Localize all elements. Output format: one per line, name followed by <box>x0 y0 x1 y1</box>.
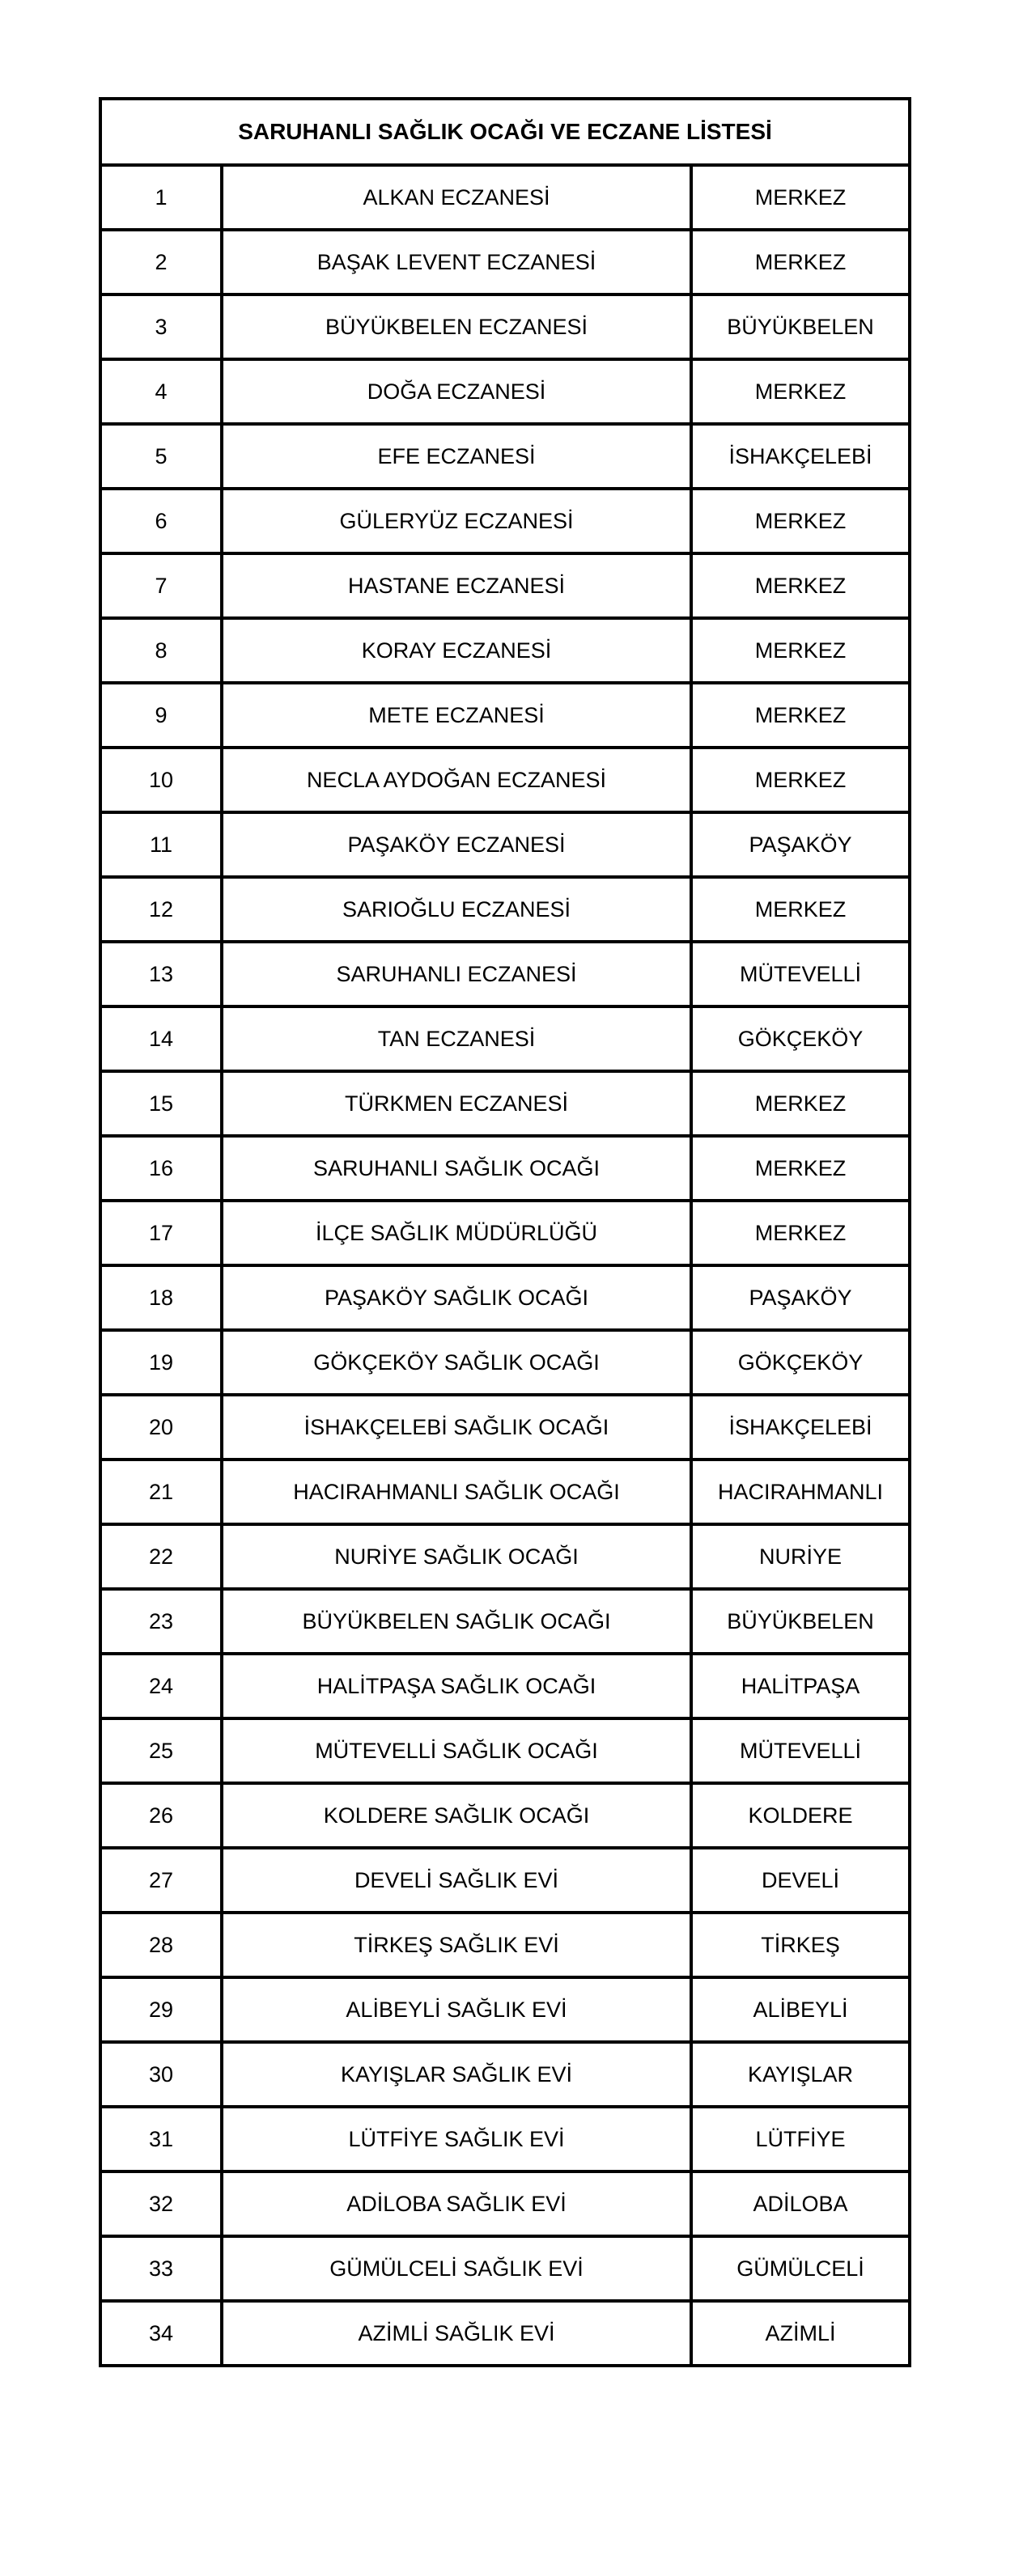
row-number: 21 <box>100 1460 222 1524</box>
table-row <box>100 748 910 812</box>
row-number: 16 <box>100 1136 222 1201</box>
table-row <box>100 1718 910 1783</box>
row-name: BÜYÜKBELEN SAĞLIK OCAĞI <box>222 1589 691 1654</box>
row-name: SARIOĞLU ECZANESİ <box>222 877 691 942</box>
row-name: ADİLOBA SAĞLIK EVİ <box>222 2171 691 2236</box>
table-row <box>100 683 910 748</box>
row-name: ALİBEYLİ SAĞLIK EVİ <box>222 1977 691 2042</box>
row-location: İSHAKÇELEBİ <box>691 424 910 489</box>
row-name: DEVELİ SAĞLIK EVİ <box>222 1848 691 1913</box>
table-row <box>100 2171 910 2236</box>
row-number: 30 <box>100 2042 222 2107</box>
row-number: 18 <box>100 1265 222 1330</box>
table-row <box>100 1071 910 1136</box>
row-location: GÜMÜLCELİ <box>691 2236 910 2301</box>
row-number: 29 <box>100 1977 222 2042</box>
row-location: MÜTEVELLİ <box>691 942 910 1006</box>
row-name: SARUHANLI SAĞLIK OCAĞI <box>222 1136 691 1201</box>
pharmacy-health-center-table <box>99 97 911 2367</box>
row-name: BAŞAK LEVENT ECZANESİ <box>222 230 691 294</box>
row-name: AZİMLİ SAĞLIK EVİ <box>222 2301 691 2366</box>
row-number: 31 <box>100 2107 222 2171</box>
row-number: 28 <box>100 1913 222 1977</box>
row-location: GÖKÇEKÖY <box>691 1330 910 1395</box>
row-name: HACIRAHMANLI SAĞLIK OCAĞI <box>222 1460 691 1524</box>
table-row <box>100 942 910 1006</box>
table-row <box>100 1848 910 1913</box>
row-name: PAŞAKÖY ECZANESİ <box>222 812 691 877</box>
row-location: DEVELİ <box>691 1848 910 1913</box>
row-location: ALİBEYLİ <box>691 1977 910 2042</box>
table-row <box>100 1783 910 1848</box>
row-name: ALKAN ECZANESİ <box>222 165 691 230</box>
table-row <box>100 1913 910 1977</box>
row-number: 6 <box>100 489 222 553</box>
row-number: 1 <box>100 165 222 230</box>
row-number: 17 <box>100 1201 222 1265</box>
table-body <box>100 99 910 2366</box>
table-row <box>100 1201 910 1265</box>
row-location: TİRKEŞ <box>691 1913 910 1977</box>
table-title-row <box>100 99 910 165</box>
row-number: 10 <box>100 748 222 812</box>
table-row <box>100 230 910 294</box>
row-name: GÖKÇEKÖY SAĞLIK OCAĞI <box>222 1330 691 1395</box>
table-row <box>100 359 910 424</box>
table-row <box>100 2042 910 2107</box>
row-name: NURİYE SAĞLIK OCAĞI <box>222 1524 691 1589</box>
row-number: 8 <box>100 618 222 683</box>
table-row <box>100 1395 910 1460</box>
row-name: TAN ECZANESİ <box>222 1006 691 1071</box>
table-row <box>100 1524 910 1589</box>
row-name: LÜTFİYE SAĞLIK EVİ <box>222 2107 691 2171</box>
row-location: MERKEZ <box>691 359 910 424</box>
table-row <box>100 1136 910 1201</box>
row-name: NECLA AYDOĞAN ECZANESİ <box>222 748 691 812</box>
row-number: 3 <box>100 294 222 359</box>
row-location: MERKEZ <box>691 683 910 748</box>
row-name: TİRKEŞ SAĞLIK EVİ <box>222 1913 691 1977</box>
row-location: PAŞAKÖY <box>691 812 910 877</box>
row-number: 12 <box>100 877 222 942</box>
row-number: 27 <box>100 1848 222 1913</box>
row-location: MERKEZ <box>691 1136 910 1201</box>
table-row <box>100 812 910 877</box>
row-location: AZİMLİ <box>691 2301 910 2366</box>
row-location: MERKEZ <box>691 165 910 230</box>
row-location: BÜYÜKBELEN <box>691 1589 910 1654</box>
table-row <box>100 165 910 230</box>
table-row <box>100 1589 910 1654</box>
table-row <box>100 553 910 618</box>
row-number: 4 <box>100 359 222 424</box>
row-location: MERKEZ <box>691 618 910 683</box>
row-number: 5 <box>100 424 222 489</box>
row-number: 9 <box>100 683 222 748</box>
row-location: MERKEZ <box>691 1071 910 1136</box>
row-number: 19 <box>100 1330 222 1395</box>
row-location: MERKEZ <box>691 489 910 553</box>
row-number: 15 <box>100 1071 222 1136</box>
table-row <box>100 1977 910 2042</box>
table-row <box>100 489 910 553</box>
row-number: 34 <box>100 2301 222 2366</box>
row-location: LÜTFİYE <box>691 2107 910 2171</box>
row-number: 32 <box>100 2171 222 2236</box>
row-location: İSHAKÇELEBİ <box>691 1395 910 1460</box>
row-location: HACIRAHMANLI <box>691 1460 910 1524</box>
table-row <box>100 424 910 489</box>
table-row <box>100 2107 910 2171</box>
table-row <box>100 1330 910 1395</box>
row-number: 13 <box>100 942 222 1006</box>
table-row <box>100 294 910 359</box>
row-location: MÜTEVELLİ <box>691 1718 910 1783</box>
row-location: MERKEZ <box>691 748 910 812</box>
row-name: HASTANE ECZANESİ <box>222 553 691 618</box>
row-name: MÜTEVELLİ SAĞLIK OCAĞI <box>222 1718 691 1783</box>
row-name: METE ECZANESİ <box>222 683 691 748</box>
row-location: ADİLOBA <box>691 2171 910 2236</box>
row-name: İLÇE SAĞLIK MÜDÜRLÜĞÜ <box>222 1201 691 1265</box>
row-location: MERKEZ <box>691 230 910 294</box>
table-row <box>100 618 910 683</box>
row-location: PAŞAKÖY <box>691 1265 910 1330</box>
table-row <box>100 1265 910 1330</box>
row-location: KOLDERE <box>691 1783 910 1848</box>
table-row <box>100 1460 910 1524</box>
row-name: İSHAKÇELEBİ SAĞLIK OCAĞI <box>222 1395 691 1460</box>
row-number: 14 <box>100 1006 222 1071</box>
row-name: TÜRKMEN ECZANESİ <box>222 1071 691 1136</box>
row-number: 25 <box>100 1718 222 1783</box>
row-number: 7 <box>100 553 222 618</box>
row-number: 11 <box>100 812 222 877</box>
table-row <box>100 1654 910 1718</box>
table-row <box>100 2236 910 2301</box>
row-name: KOLDERE SAĞLIK OCAĞI <box>222 1783 691 1848</box>
table-row <box>100 1006 910 1071</box>
row-location: KAYIŞLAR <box>691 2042 910 2107</box>
row-location: NURİYE <box>691 1524 910 1589</box>
row-location: MERKEZ <box>691 877 910 942</box>
row-name: SARUHANLI ECZANESİ <box>222 942 691 1006</box>
row-name: BÜYÜKBELEN ECZANESİ <box>222 294 691 359</box>
row-location: BÜYÜKBELEN <box>691 294 910 359</box>
row-number: 24 <box>100 1654 222 1718</box>
row-name: KORAY ECZANESİ <box>222 618 691 683</box>
row-location: MERKEZ <box>691 1201 910 1265</box>
row-name: EFE ECZANESİ <box>222 424 691 489</box>
table-row <box>100 877 910 942</box>
row-number: 23 <box>100 1589 222 1654</box>
row-number: 22 <box>100 1524 222 1589</box>
row-location: MERKEZ <box>691 553 910 618</box>
row-name: DOĞA ECZANESİ <box>222 359 691 424</box>
row-name: GÜLERYÜZ ECZANESİ <box>222 489 691 553</box>
table-row <box>100 2301 910 2366</box>
row-number: 33 <box>100 2236 222 2301</box>
row-number: 26 <box>100 1783 222 1848</box>
row-number: 2 <box>100 230 222 294</box>
row-number: 20 <box>100 1395 222 1460</box>
row-name: PAŞAKÖY SAĞLIK OCAĞI <box>222 1265 691 1330</box>
row-name: GÜMÜLCELİ SAĞLIK EVİ <box>222 2236 691 2301</box>
row-name: HALİTPAŞA SAĞLIK OCAĞI <box>222 1654 691 1718</box>
table-title: SARUHANLI SAĞLIK OCAĞI VE ECZANE LİSTESİ <box>100 99 910 165</box>
row-location: HALİTPAŞA <box>691 1654 910 1718</box>
row-location: GÖKÇEKÖY <box>691 1006 910 1071</box>
row-name: KAYIŞLAR SAĞLIK EVİ <box>222 2042 691 2107</box>
